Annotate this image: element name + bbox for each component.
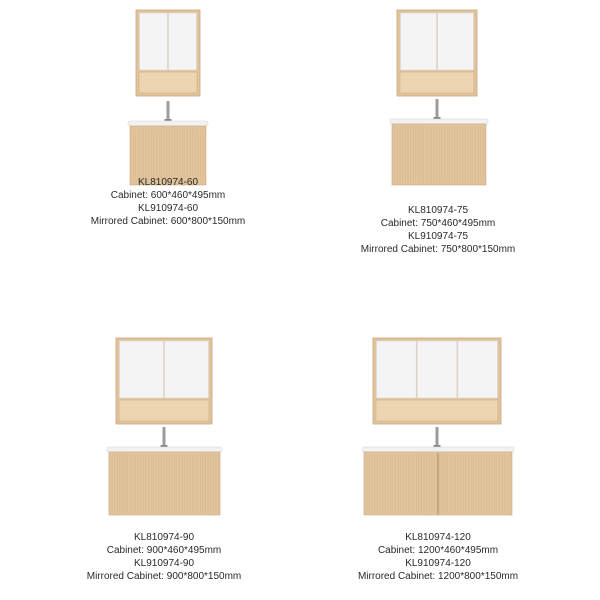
mirror-dimensions: Mirrored Cabinet: 750*800*150mm [360,244,516,255]
basin-top [362,447,514,452]
mirror-code: KL910974-75 [407,231,469,242]
product-caption [338,531,538,583]
cabinet-dimensions: Cabinet: 600*460*495mm [110,190,226,201]
cabinet-dimensions: Cabinet: 900*460*495mm [106,545,222,556]
mirror-code: KL910974-120 [405,558,471,569]
open-shelf [376,400,498,421]
mirror-dimensions: Mirrored Cabinet: 1200*800*150mm [357,571,519,582]
mirror-code: KL910974-60 [137,203,199,214]
cabinet-dimensions: Cabinet: 1200*460*495mm [377,545,499,556]
mirror-dimensions: Mirrored Cabinet: 900*800*150mm [86,571,242,582]
cabinet-code: KL810974-90 [133,532,195,543]
mirror-door [417,341,457,398]
mirror-door [458,341,498,398]
tap-icon [436,427,439,447]
cabinet-code: KL810974-60 [137,177,199,188]
mirror-code: KL910974-90 [133,558,195,569]
mirror-door [377,341,417,398]
mirror-dimensions: Mirrored Cabinet: 600*800*150mm [90,216,246,227]
cabinet-dimensions: Cabinet: 750*460*495mm [380,218,496,229]
cabinet-code: KL810974-120 [405,532,471,543]
cabinet-code: KL810974-75 [407,205,469,216]
